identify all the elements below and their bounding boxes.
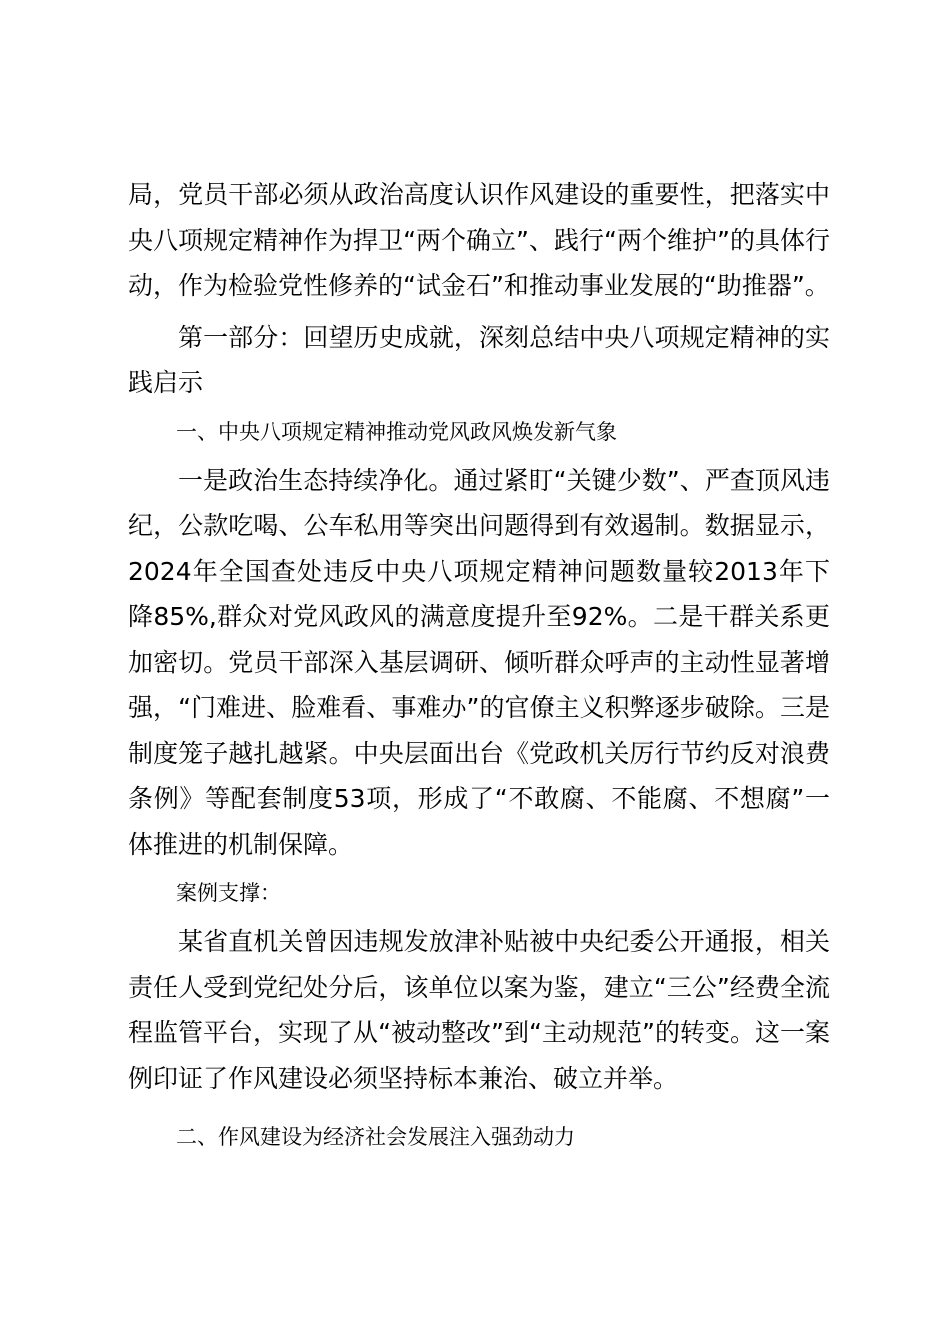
document-body [128, 172, 830, 1163]
part-one-title: 第一部分：回望历史成就，深刻总结中央八项规定精神的实践启示 [128, 322, 830, 397]
case-support-label: 案例支撑： [176, 881, 281, 905]
section-two-heading: 二、作风建设为经济社会发展注入强劲动力 [176, 1125, 575, 1149]
section-one-heading: 一、中央八项规定精神推动党风政风焕发新气象 [176, 419, 617, 444]
paragraph-intro: 局，党员干部必须从政治高度认识作风建设的重要性，把落实中央八项规定精神作为捍卫“两个确立”、践行“两个维护”的具体行动，作为检验党性修养的“试金石”和推动事业发展的“助推器”。 [128, 180, 830, 300]
paragraph-achievements: 一是政治生态持续净化。通过紧盯“关键少数”、严查顶风违纪，公款吃喝、公车私用等突出问题得到有效遏制。数据显示，2024年全国查处违反中央八项规定精神问题数量较2013年下降85%,群众对党风政风的满意度提升至92%。二是干群关系更加密切。党员干部深入基层调研、倾听群众呼声的主动性显著增强，“门难进、脸难看、事难办”的官僚主义积弊逐步破除。三是制度笼子越扎越紧。中央层面出台《党政机关厉行节约反对浪费条例》等配套制度53项，形成了“不敢腐、不能腐、不想腐”一体推进的机制保障。 [128, 465, 830, 859]
paragraph-case: 某省直机关曾因违规发放津补贴被中央纪委公开通报，相关责任人受到党纪处分后，该单位以案为鉴，建立“三公”经费全流程监管平台，实现了从“被动整改”到“主动规范”的转变。这一案例印证了作风建设必须坚持标本兼治、破立并举。 [128, 927, 830, 1093]
